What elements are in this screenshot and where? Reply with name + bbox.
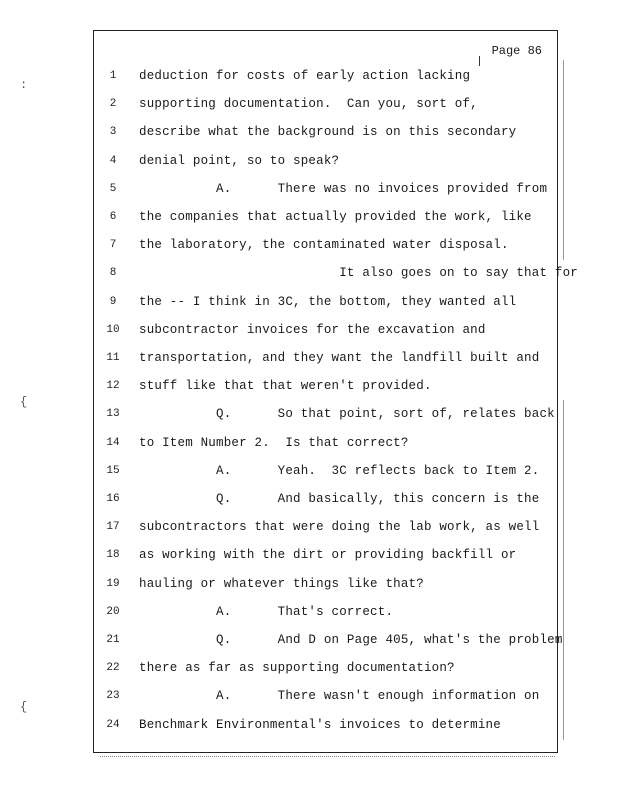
line-number: 10 xyxy=(106,324,120,336)
transcript-line: there as far as supporting documentation? xyxy=(139,661,455,675)
page-number-label: Page 86 xyxy=(491,44,542,58)
transcript-line: Q. So that point, sort of, relates back xyxy=(139,407,555,421)
line-number: 12 xyxy=(106,380,120,392)
transcript-line: A. There wasn't enough information on xyxy=(139,689,540,703)
line-number: 4 xyxy=(109,155,117,167)
line-number: 23 xyxy=(106,690,120,702)
line-number: 3 xyxy=(109,126,117,138)
transcript-page xyxy=(93,30,578,753)
transcript-line: the companies that actually provided the work, like xyxy=(139,210,532,224)
line-number: 24 xyxy=(106,719,120,731)
footer-rule xyxy=(100,756,555,758)
line-number: 13 xyxy=(106,408,120,420)
transcript-line: A. Yeah. 3C reflects back to Item 2. xyxy=(139,464,540,478)
line-number: 7 xyxy=(109,239,117,251)
line-number: 16 xyxy=(106,493,120,505)
line-number: 17 xyxy=(106,521,120,533)
transcript-line: Benchmark Environmental's invoices to determine xyxy=(139,718,501,732)
line-number: 1 xyxy=(109,70,117,82)
line-number: 20 xyxy=(106,606,120,618)
line-number: 2 xyxy=(109,98,117,110)
transcript-line: describe what the background is on this secondary xyxy=(139,125,517,139)
line-number: 14 xyxy=(106,437,120,449)
transcript-line: It also goes on to say that for xyxy=(139,266,578,280)
line-number: 21 xyxy=(106,634,120,646)
line-number: 6 xyxy=(109,211,117,223)
transcript-line: the -- I think in 3C, the bottom, they wanted all xyxy=(139,295,517,309)
line-number: 19 xyxy=(106,578,120,590)
left-margin-mark: { xyxy=(20,395,28,409)
transcript-line: transportation, and they want the landfill built and xyxy=(139,351,540,365)
transcript-line: the laboratory, the contaminated water disposal. xyxy=(139,238,509,252)
left-margin-mark: : xyxy=(20,78,28,92)
line-number: 8 xyxy=(109,267,117,279)
transcript-line: to Item Number 2. Is that correct? xyxy=(139,436,409,450)
transcript-line: A. There was no invoices provided from xyxy=(139,182,548,196)
transcript-line: A. That's correct. xyxy=(139,605,394,619)
transcript-line: subcontractors that were doing the lab work, as well xyxy=(139,520,540,534)
line-number: 5 xyxy=(109,183,117,195)
line-number: 9 xyxy=(109,296,117,308)
transcript-line: denial point, so to speak? xyxy=(139,154,340,168)
transcript-line: supporting documentation. Can you, sort of, xyxy=(139,97,478,111)
page-top-tick xyxy=(479,56,480,66)
transcript-line: subcontractor invoices for the excavation and xyxy=(139,323,486,337)
transcript-line: Q. And basically, this concern is the xyxy=(139,492,540,506)
line-number: 15 xyxy=(106,465,120,477)
line-number: 11 xyxy=(106,352,120,364)
transcript-line: stuff like that that weren't provided. xyxy=(139,379,432,393)
right-margin-rule xyxy=(563,60,564,260)
transcript-line: deduction for costs of early action lacking xyxy=(139,69,471,83)
transcript-line: hauling or whatever things like that? xyxy=(139,577,424,591)
line-number: 22 xyxy=(106,662,120,674)
transcript-line: Q. And D on Page 405, what's the problem xyxy=(139,633,563,647)
left-margin-mark: { xyxy=(20,700,28,714)
right-margin-rule xyxy=(563,400,564,740)
line-number: 18 xyxy=(106,549,120,561)
transcript-line: as working with the dirt or providing backfill or xyxy=(139,548,517,562)
